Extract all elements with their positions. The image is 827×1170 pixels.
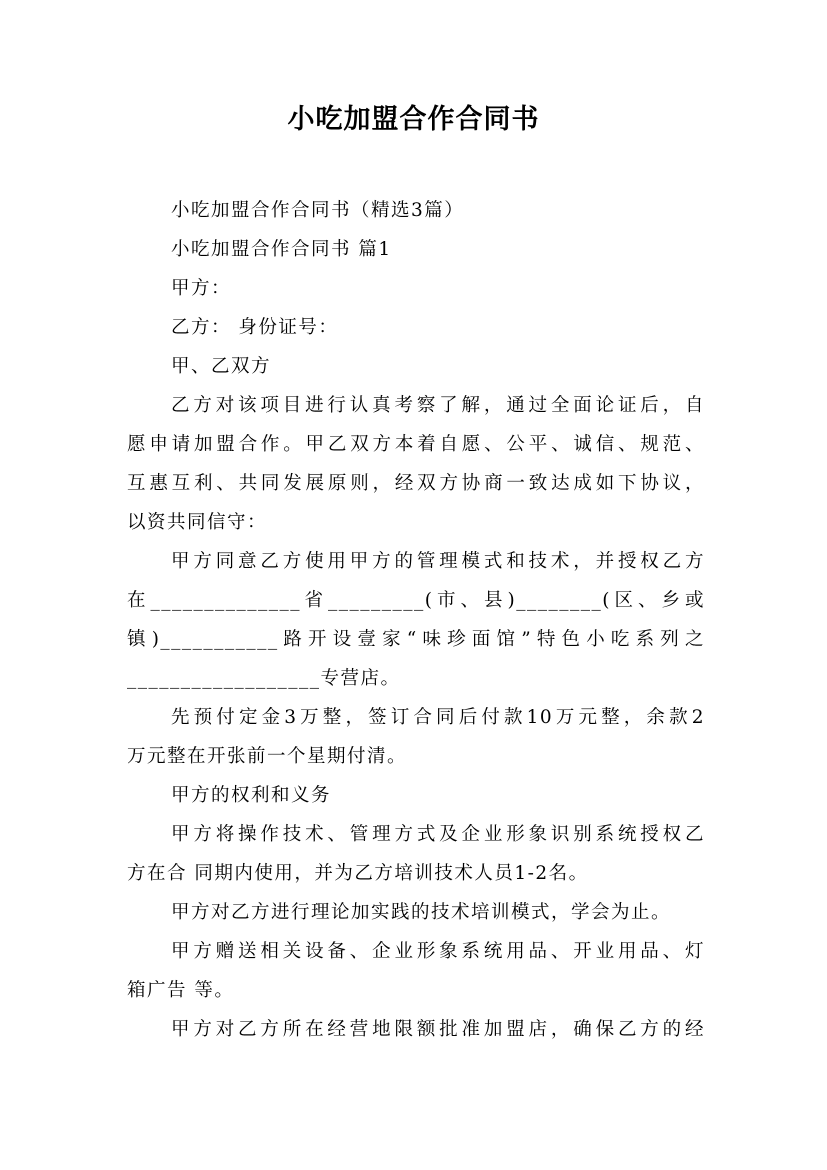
text-line: 甲方对乙方所在经营地限额批准加盟店，确保乙方的经 — [171, 1019, 705, 1040]
text-line: 小吃加盟合作合同书 篇1 — [171, 239, 392, 260]
text-line: __________________专营店。 — [127, 668, 401, 689]
document-title: 小吃加盟合作合同书 — [287, 104, 540, 135]
text-line: 小吃加盟合作合同书（精选3篇） — [171, 200, 465, 221]
text-line: 先预付定金3万整，签订合同后付款10万元整，余款2 — [171, 707, 705, 728]
text-line: 甲方赠送相关设备、企业形象系统用品、开业用品、灯 — [171, 941, 705, 962]
text-line: 以资共同信守： — [127, 512, 268, 533]
text-line: 乙方对该项目进行认真考察了解，通过全面论证后，自 — [171, 395, 705, 416]
text-line: 互惠互利、共同发展原则，经双方协商一致达成如下协议， — [127, 473, 705, 494]
text-line: 甲方： — [171, 278, 232, 299]
text-line: 箱广告 等。 — [127, 980, 235, 1001]
text-line: 甲方将操作技术、管理方式及企业形象识别系统授权乙 — [171, 824, 705, 845]
text-line: 方在合 同期内使用，并为乙方培训技术人员1-2名。 — [127, 863, 589, 884]
text-line: 甲方同意乙方使用甲方的管理模式和技术，并授权乙方 — [171, 551, 705, 572]
text-line: 愿申请加盟合作。甲乙双方本着自愿、公平、诚信、规范、 — [127, 434, 705, 455]
text-line: 甲、乙双方 — [171, 356, 272, 377]
text-line: 在______________省_________(市、县)________(区、乡或 — [127, 590, 705, 611]
text-line: 镇)___________路开设壹家“味珍面馆”特色小吃系列之 — [127, 629, 705, 650]
text-line: 万元整在开张前一个星期付清。 — [127, 746, 408, 767]
text-line: 乙方： 身份证号： — [171, 317, 339, 338]
document-body — [127, 191, 705, 1049]
text-line: 甲方的权利和义务 — [171, 785, 332, 806]
text-line: 甲方对乙方进行理论加实践的技术培训模式，学会为止。 — [171, 902, 672, 923]
